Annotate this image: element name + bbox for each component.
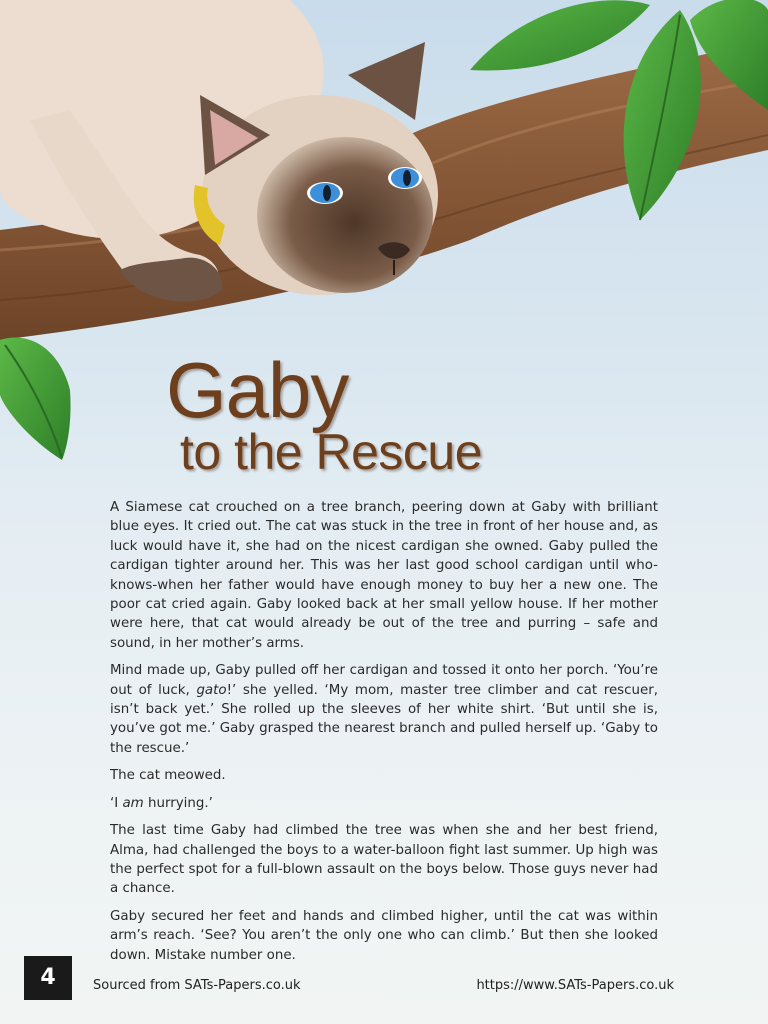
source-url[interactable]: https://www.SATs-Papers.co.uk [476,978,674,993]
story-title [0,345,768,485]
word-gato: gato [196,682,227,698]
paragraph-1: A Siamese cat crouched on a tree branch, peering down at Gaby with brilliant blue eyes. It cried out. The cat was stuck in the tree in front of her house and, as luck would have it, she had on the nicest cardigan she owned. Gaby pulled the cardigan tighter around her. This was her last good school cardigan until who-knows-when her father would have enough money to buy her a new one. The poor cat cried again. Gaby looked back at her small yellow house. If her mother were here, that cat would already be out of the tree and purring – safe and sound, in her mother’s arms. [110,500,658,651]
paragraph-2-end: !’ she yelled. ‘My mom, master tree climber and cat rescuer, isn’t back yet.’ She rolled up the sleeves of her white shirt. ‘But until she is, you’ve got me.’ Gaby grasped the nearest branch and pulled herself up. ‘Gaby to the rescue.’ [110,682,659,756]
page-number: 4 [24,956,72,1000]
title-main: Gaby [166,346,349,434]
paragraph-4-start: ‘I [110,795,123,811]
paragraph-3: The cat meowed. [110,768,226,784]
paragraph-5: The last time Gaby had climbed the tree was when she and her best friend, Alma, had challenged the boys to a water-balloon fight last summer. Up high was the perfect spot for a full-blown assault on the boys below. Those guys never had a chance. [110,823,658,897]
paragraph-4 [110,794,658,813]
paragraph-2 [110,661,658,758]
word-am: am [122,795,144,811]
paragraph-2-start: Mind made up, Gaby pulled off her cardigan and tossed it onto her porch. ‘You’re out of luck, [110,663,658,698]
story-text [110,498,658,973]
paragraph-6: Gaby secured her feet and hands and climbed higher, until the cat was within arm’s reach. ‘See? You aren’t the only one who can climb.’ But then she looked down. Mistake number one. [110,908,658,963]
paragraph-4-end: hurrying.’ [143,795,213,811]
source-credit: Sourced from SATs-Papers.co.uk [93,978,301,993]
title-subtitle: to the Rescue [180,424,483,480]
